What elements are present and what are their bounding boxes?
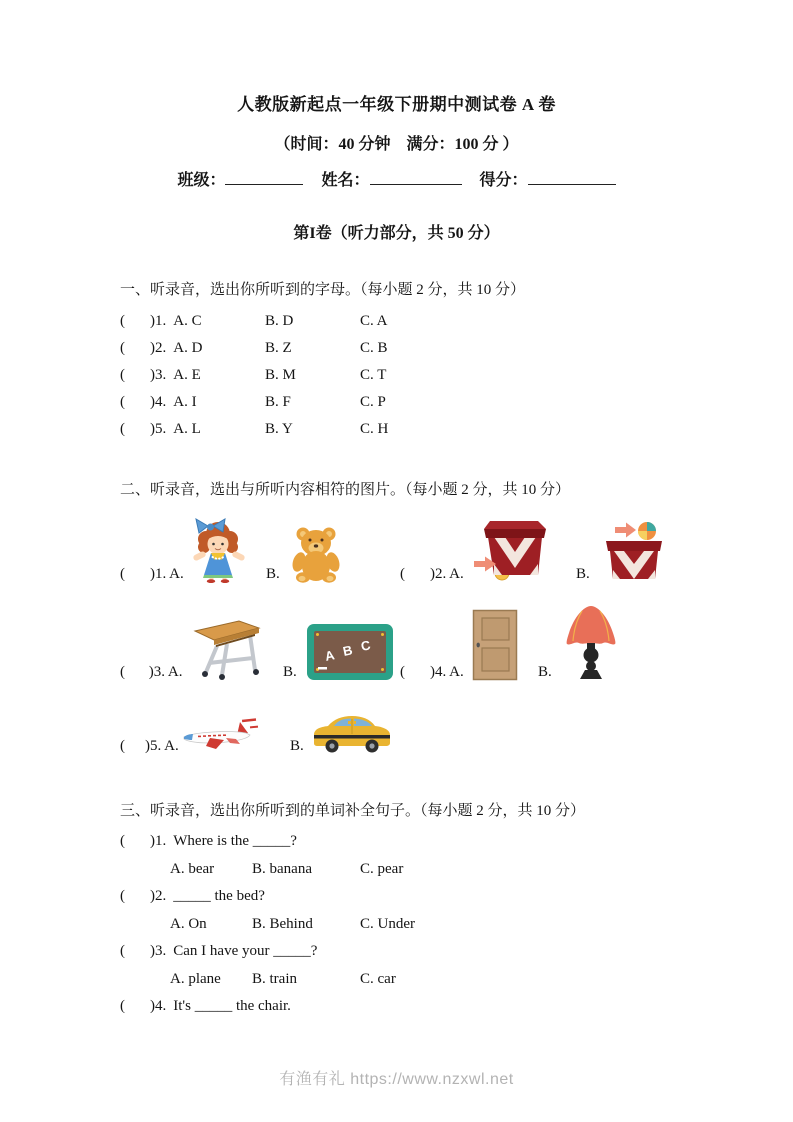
door-image xyxy=(472,609,518,681)
watermark-footer xyxy=(0,1066,793,1089)
option-c: C. B xyxy=(360,340,388,356)
paper-title: 人教版新起点一年级下册期中测试卷 A 卷 xyxy=(237,95,556,114)
option-a: )3. A. E xyxy=(150,367,201,383)
b-label: B. xyxy=(576,566,590,582)
b-label: B. xyxy=(283,664,297,680)
watermark-text: 有渔有礼 https://www.nzxwl.net xyxy=(279,1071,514,1088)
b-label: B. xyxy=(538,664,552,680)
question-row xyxy=(120,362,693,389)
b-label: B. xyxy=(290,738,304,754)
option-c: C. A xyxy=(360,313,388,329)
picture-question-3 xyxy=(120,603,400,681)
airplane-image xyxy=(180,715,270,755)
stem-text: Can I have your _____? xyxy=(173,943,318,960)
fill-question-4 xyxy=(120,993,693,1021)
b-label: B. xyxy=(266,566,280,582)
svg-text:C: C xyxy=(359,637,372,654)
question-options xyxy=(120,966,693,994)
score-blank-line xyxy=(528,170,616,185)
option-b: B. train xyxy=(252,970,297,987)
answer-bracket: ( xyxy=(120,998,125,1015)
option-b: B. D xyxy=(265,313,294,329)
question-label: )4. A. xyxy=(430,664,464,680)
picture-question-row xyxy=(120,603,693,681)
option-b: B. Behind xyxy=(252,915,313,932)
picture-question-row xyxy=(120,711,693,755)
svg-text:A: A xyxy=(323,647,336,664)
answer-bracket: ( xyxy=(120,394,125,410)
teddy-bear-image xyxy=(290,525,342,583)
table-lamp-image xyxy=(562,603,620,681)
school-desk-image xyxy=(189,619,263,681)
picture-question-row xyxy=(120,513,693,583)
question-label: )2. A. xyxy=(430,566,464,582)
fill-question-2 xyxy=(120,883,693,938)
blackboard-abc-image xyxy=(306,623,394,681)
question-stem: ( )2. _____ the bed? xyxy=(120,888,265,905)
part1-title: 第I卷（听力部分，共 50 分） xyxy=(293,225,500,242)
option-a: A. On xyxy=(170,915,207,932)
name-label: 姓名： xyxy=(321,172,370,189)
question-label: )5. A. xyxy=(145,738,179,754)
score-label: 得分： xyxy=(479,172,528,189)
gift-box-ball-under-image xyxy=(472,513,556,583)
class-blank-line xyxy=(225,170,303,185)
answer-bracket: ( xyxy=(120,833,125,850)
question-label: )1. A. xyxy=(150,566,184,582)
question-options xyxy=(120,856,693,884)
option-b: B. Y xyxy=(265,421,293,437)
answer-bracket: ( xyxy=(120,367,125,383)
option-b: B. Z xyxy=(265,340,292,356)
answer-bracket: ( xyxy=(120,888,125,905)
question-stem: ( )1. Where is the _____? xyxy=(120,833,297,850)
option-c: C. H xyxy=(360,421,389,437)
question-row xyxy=(120,308,693,335)
answer-bracket: ( xyxy=(120,664,125,680)
answer-bracket: ( xyxy=(120,943,125,960)
picture-question-2 xyxy=(400,513,674,583)
option-c: C. pear xyxy=(360,860,404,877)
option-a: A. plane xyxy=(170,970,221,987)
fill-question-1 xyxy=(120,828,693,883)
question-row xyxy=(120,335,693,362)
question-stem: ( )4. It's _____ the chair. xyxy=(120,998,291,1015)
stem-text: _____ the bed? xyxy=(173,888,265,905)
picture-question-1 xyxy=(120,513,400,583)
option-c: C. P xyxy=(360,394,386,410)
taxi-image xyxy=(310,711,394,755)
question-label: )3. A. xyxy=(148,664,183,680)
option-c: C. T xyxy=(360,367,387,383)
section-3-listening-words xyxy=(120,801,693,1021)
option-b: B. M xyxy=(265,367,296,383)
doll-image xyxy=(192,517,246,583)
option-a: )4. A. I xyxy=(150,394,197,410)
section-1-listening-letters xyxy=(120,280,693,443)
answer-bracket: ( xyxy=(120,340,125,356)
section-1-rows xyxy=(120,308,693,443)
student-info-row xyxy=(0,167,793,190)
question-stem: ( )3. Can I have your _____? xyxy=(120,943,318,960)
option-b: B. banana xyxy=(252,860,312,877)
answer-bracket: ( xyxy=(400,566,405,582)
option-a: A. bear xyxy=(170,860,215,877)
paper-header xyxy=(0,0,793,243)
question-row xyxy=(120,416,693,443)
paper-body xyxy=(0,280,793,1021)
stem-text: Where is the _____? xyxy=(173,833,297,850)
answer-bracket: ( xyxy=(120,738,125,754)
section-1-heading: 一、听录音，选出你所听到的字母。（每小题 2 分，共 10 分） xyxy=(120,282,526,298)
option-c: C. car xyxy=(360,970,396,987)
section-2-listening-pictures xyxy=(120,480,693,755)
question-options xyxy=(120,911,693,939)
section-2-heading: 二、听录音，选出与所听内容相符的图片。（每小题 2 分，共 10 分） xyxy=(120,482,571,498)
answer-bracket: ( xyxy=(120,313,125,329)
option-a: )5. A. L xyxy=(150,421,201,437)
fill-question-3 xyxy=(120,938,693,993)
class-label: 班级： xyxy=(177,172,226,189)
picture-question-4 xyxy=(400,603,626,681)
paper-subtitle: （时间：40 分钟 满分：100 分 ） xyxy=(274,136,519,153)
name-blank-line xyxy=(370,170,462,185)
svg-text:B: B xyxy=(341,642,354,659)
question-row xyxy=(120,389,693,416)
answer-bracket: ( xyxy=(120,421,125,437)
option-a: )2. A. D xyxy=(150,340,203,356)
picture-question-5 xyxy=(120,711,400,755)
option-b: B. F xyxy=(265,394,291,410)
section-3-heading: 三、听录音，选出你所听到的单词补全句子。（每小题 2 分，共 10 分） xyxy=(120,803,586,819)
gift-box-ball-on-top-image xyxy=(600,519,668,583)
answer-bracket: ( xyxy=(120,566,125,582)
option-c: C. Under xyxy=(360,915,415,932)
stem-text: It's _____ the chair. xyxy=(173,998,291,1015)
option-a: )1. A. C xyxy=(150,313,202,329)
answer-bracket: ( xyxy=(400,664,405,680)
